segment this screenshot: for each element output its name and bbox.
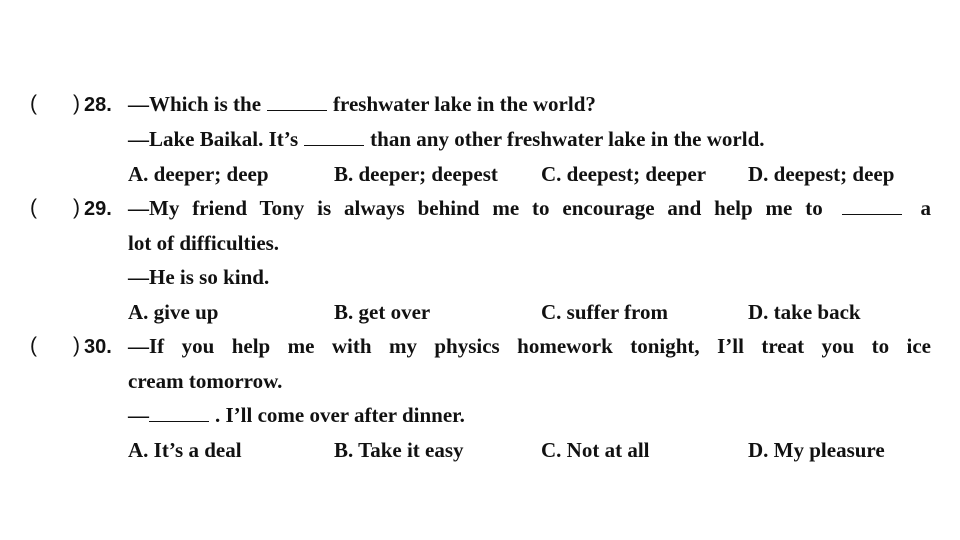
answer-paren-close: )	[73, 92, 80, 115]
question-line: —If you help me with my physics homework tonight, I’ll treat you to ice	[128, 334, 931, 358]
option-a[interactable]: A. deeper; deep	[128, 162, 269, 186]
question-number: 29.	[84, 198, 112, 220]
option-d[interactable]: D. My pleasure	[748, 438, 885, 462]
question-text: . I’ll come over after dinner.	[215, 403, 465, 427]
question-text: —Lake Baikal. It’s	[128, 127, 299, 151]
answer-paren-close: )	[73, 196, 80, 219]
question-text: —	[128, 403, 149, 427]
question-number: 30.	[84, 336, 112, 358]
answer-blank[interactable]	[267, 92, 327, 111]
option-d[interactable]: D. take back	[748, 300, 861, 324]
answer-paren-open: (	[30, 196, 37, 219]
option-b[interactable]: B. deeper; deepest	[334, 162, 498, 186]
question-line	[128, 196, 931, 221]
question-line: —He is so kind.	[128, 265, 270, 289]
question-text: freshwater lake in the world?	[333, 92, 596, 116]
question-line: lot of difficulties.	[128, 231, 280, 255]
question-line	[128, 403, 931, 428]
answer-blank[interactable]	[304, 127, 364, 146]
question-line	[128, 127, 931, 152]
question-number: 28.	[84, 94, 112, 116]
answer-paren-close: )	[73, 334, 80, 357]
answer-paren-open: (	[30, 334, 37, 357]
question-text: —Which is the	[128, 92, 262, 116]
question-line	[128, 92, 931, 117]
option-c[interactable]: C. deepest; deeper	[541, 162, 707, 186]
answer-paren-open: (	[30, 92, 37, 115]
answer-blank[interactable]	[149, 403, 209, 422]
option-b[interactable]: B. get over	[334, 300, 431, 324]
option-c[interactable]: C. Not at all	[541, 438, 650, 462]
option-a[interactable]: A. It’s a deal	[128, 438, 242, 462]
option-c[interactable]: C. suffer from	[541, 300, 668, 324]
option-a[interactable]: A. give up	[128, 300, 219, 324]
question-text: than any other freshwater lake in the world.	[370, 127, 765, 151]
option-d[interactable]: D. deepest; deep	[748, 162, 895, 186]
option-b[interactable]: B. Take it easy	[334, 438, 464, 462]
question-text: —My friend Tony is always behind me to encourage and help me to	[128, 196, 823, 220]
answer-blank[interactable]	[842, 196, 902, 215]
question-line: cream tomorrow.	[128, 369, 283, 393]
question-text: a	[920, 196, 932, 220]
